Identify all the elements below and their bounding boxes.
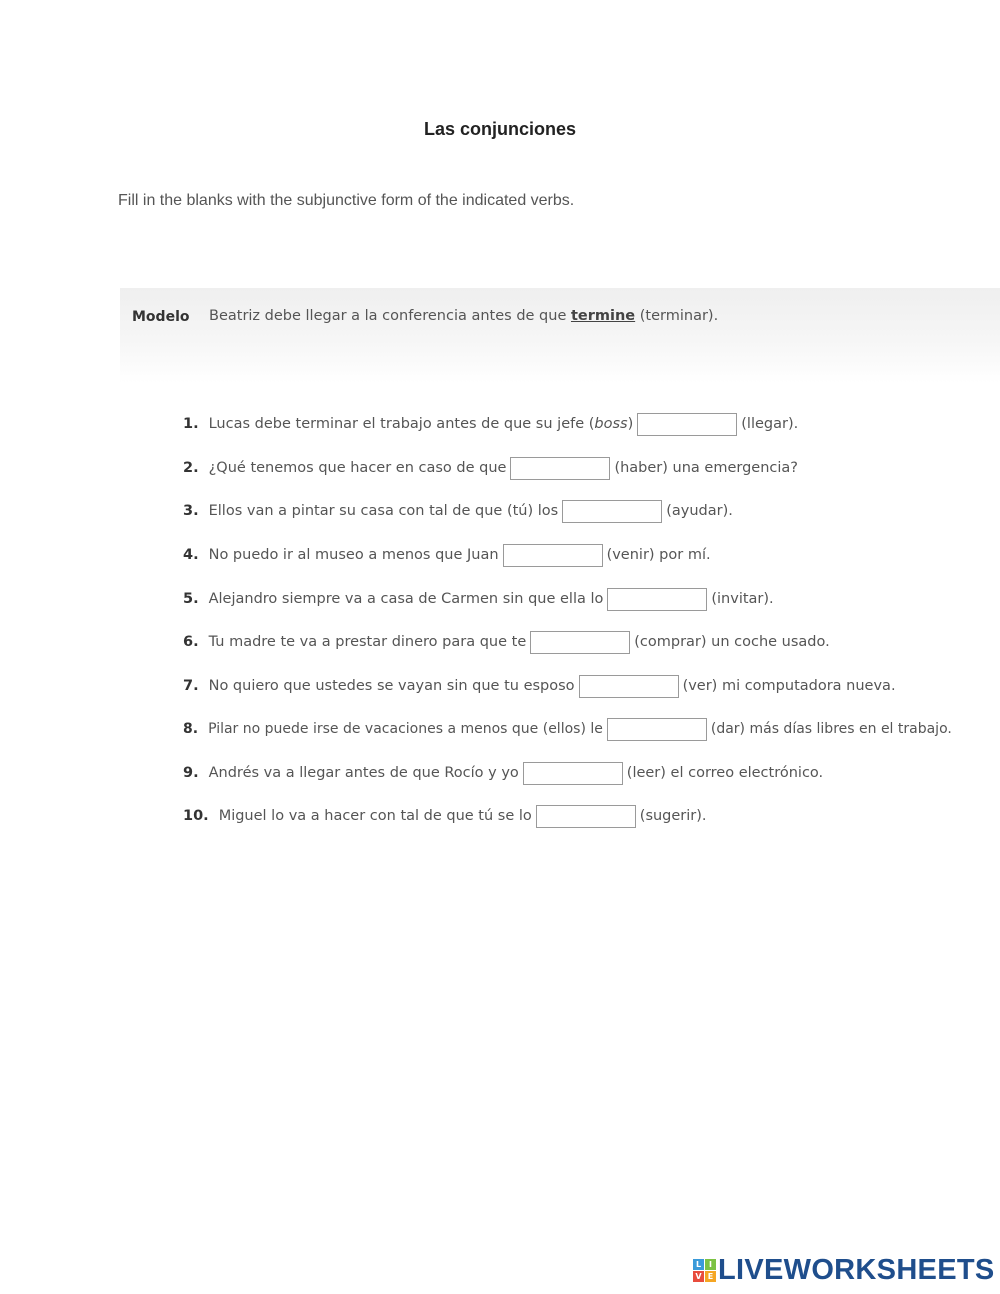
logo-tile: V <box>693 1271 704 1282</box>
model-band <box>120 288 1000 383</box>
item-text-after: (llegar). <box>741 416 799 432</box>
exercise-item-3 <box>183 498 733 524</box>
exercise-item-2 <box>183 455 798 481</box>
item-number: 2. <box>183 460 199 476</box>
exercise-item-1 <box>183 411 798 437</box>
item-text-after: (ver) mi computadora nueva. <box>682 678 896 694</box>
model-text-before: Beatriz debe llegar a la conferencia antes de que <box>209 308 567 324</box>
logo-text: LIVEWORKSHEETS <box>718 1254 995 1286</box>
logo-tile: E <box>705 1271 716 1282</box>
item-italic-word: boss <box>594 416 628 432</box>
model-label: Modelo <box>132 309 190 325</box>
answer-input-3[interactable] <box>562 500 662 523</box>
logo-tile: L <box>693 1259 704 1270</box>
model-sentence <box>209 308 718 324</box>
answer-input-9[interactable] <box>523 762 623 785</box>
item-text-after: (comprar) un coche usado. <box>634 634 830 650</box>
item-text-before: Pilar no puede irse de vacaciones a menos que (ellos) le <box>208 721 603 737</box>
logo-tiles-icon <box>693 1259 716 1282</box>
item-number: 6. <box>183 634 199 650</box>
item-text-after: (invitar). <box>711 591 774 607</box>
exercise-item-5 <box>183 586 774 612</box>
item-number: 4. <box>183 547 199 563</box>
item-text-after: (sugerir). <box>639 808 707 824</box>
item-number: 8. <box>183 721 199 737</box>
exercise-item-9 <box>183 760 823 786</box>
model-text-after: (terminar). <box>639 308 719 324</box>
item-text-before: No quiero que ustedes se vayan sin que tu esposo <box>208 678 575 694</box>
answer-input-2[interactable] <box>510 457 610 480</box>
answer-input-1[interactable] <box>637 413 737 436</box>
exercise-item-4 <box>183 542 711 568</box>
exercise-item-8 <box>183 716 952 742</box>
answer-input-6[interactable] <box>530 631 630 654</box>
item-number: 9. <box>183 765 199 781</box>
exercise-item-7 <box>183 673 896 699</box>
item-number: 1. <box>183 416 199 432</box>
answer-input-7[interactable] <box>579 675 679 698</box>
item-text-after: (haber) una emergencia? <box>614 460 798 476</box>
item-text-before: Tu madre te va a prestar dinero para que te <box>208 634 527 650</box>
item-text-before-end: ) <box>627 416 634 432</box>
answer-input-10[interactable] <box>536 805 636 828</box>
item-text-after: (venir) por mí. <box>606 547 711 563</box>
item-text-after: (dar) más días libres en el trabajo. <box>710 721 952 737</box>
item-number: 10. <box>183 808 209 824</box>
logo-tile: I <box>705 1259 716 1270</box>
instructions: Fill in the blanks with the subjunctive form of the indicated verbs. <box>118 192 575 209</box>
page-title: Las conjunciones <box>423 119 577 139</box>
item-text-before: No puedo ir al museo a menos que Juan <box>208 547 499 563</box>
answer-input-5[interactable] <box>607 588 707 611</box>
item-text-after: (leer) el correo electrónico. <box>626 765 824 781</box>
item-text-after: (ayudar). <box>666 503 733 519</box>
item-text-before: ¿Qué tenemos que hacer en caso de que <box>208 460 507 476</box>
item-number: 7. <box>183 678 199 694</box>
liveworksheets-logo <box>693 1254 995 1287</box>
item-text-before: Ellos van a pintar su casa con tal de que (tú) los <box>208 503 559 519</box>
item-text-before: Lucas debe terminar el trabajo antes de que su jefe ( <box>208 416 595 432</box>
exercise-item-6 <box>183 629 830 655</box>
answer-input-8[interactable] <box>607 718 707 741</box>
exercise-item-10 <box>183 803 707 829</box>
item-text-before: Andrés va a llegar antes de que Rocío y yo <box>208 765 519 781</box>
item-number: 5. <box>183 591 199 607</box>
answer-input-4[interactable] <box>503 544 603 567</box>
model-answer: termine <box>570 308 636 324</box>
item-text-before: Alejandro siempre va a casa de Carmen sin que ella lo <box>208 591 604 607</box>
item-text-before: Miguel lo va a hacer con tal de que tú se lo <box>218 808 532 824</box>
item-number: 3. <box>183 503 199 519</box>
